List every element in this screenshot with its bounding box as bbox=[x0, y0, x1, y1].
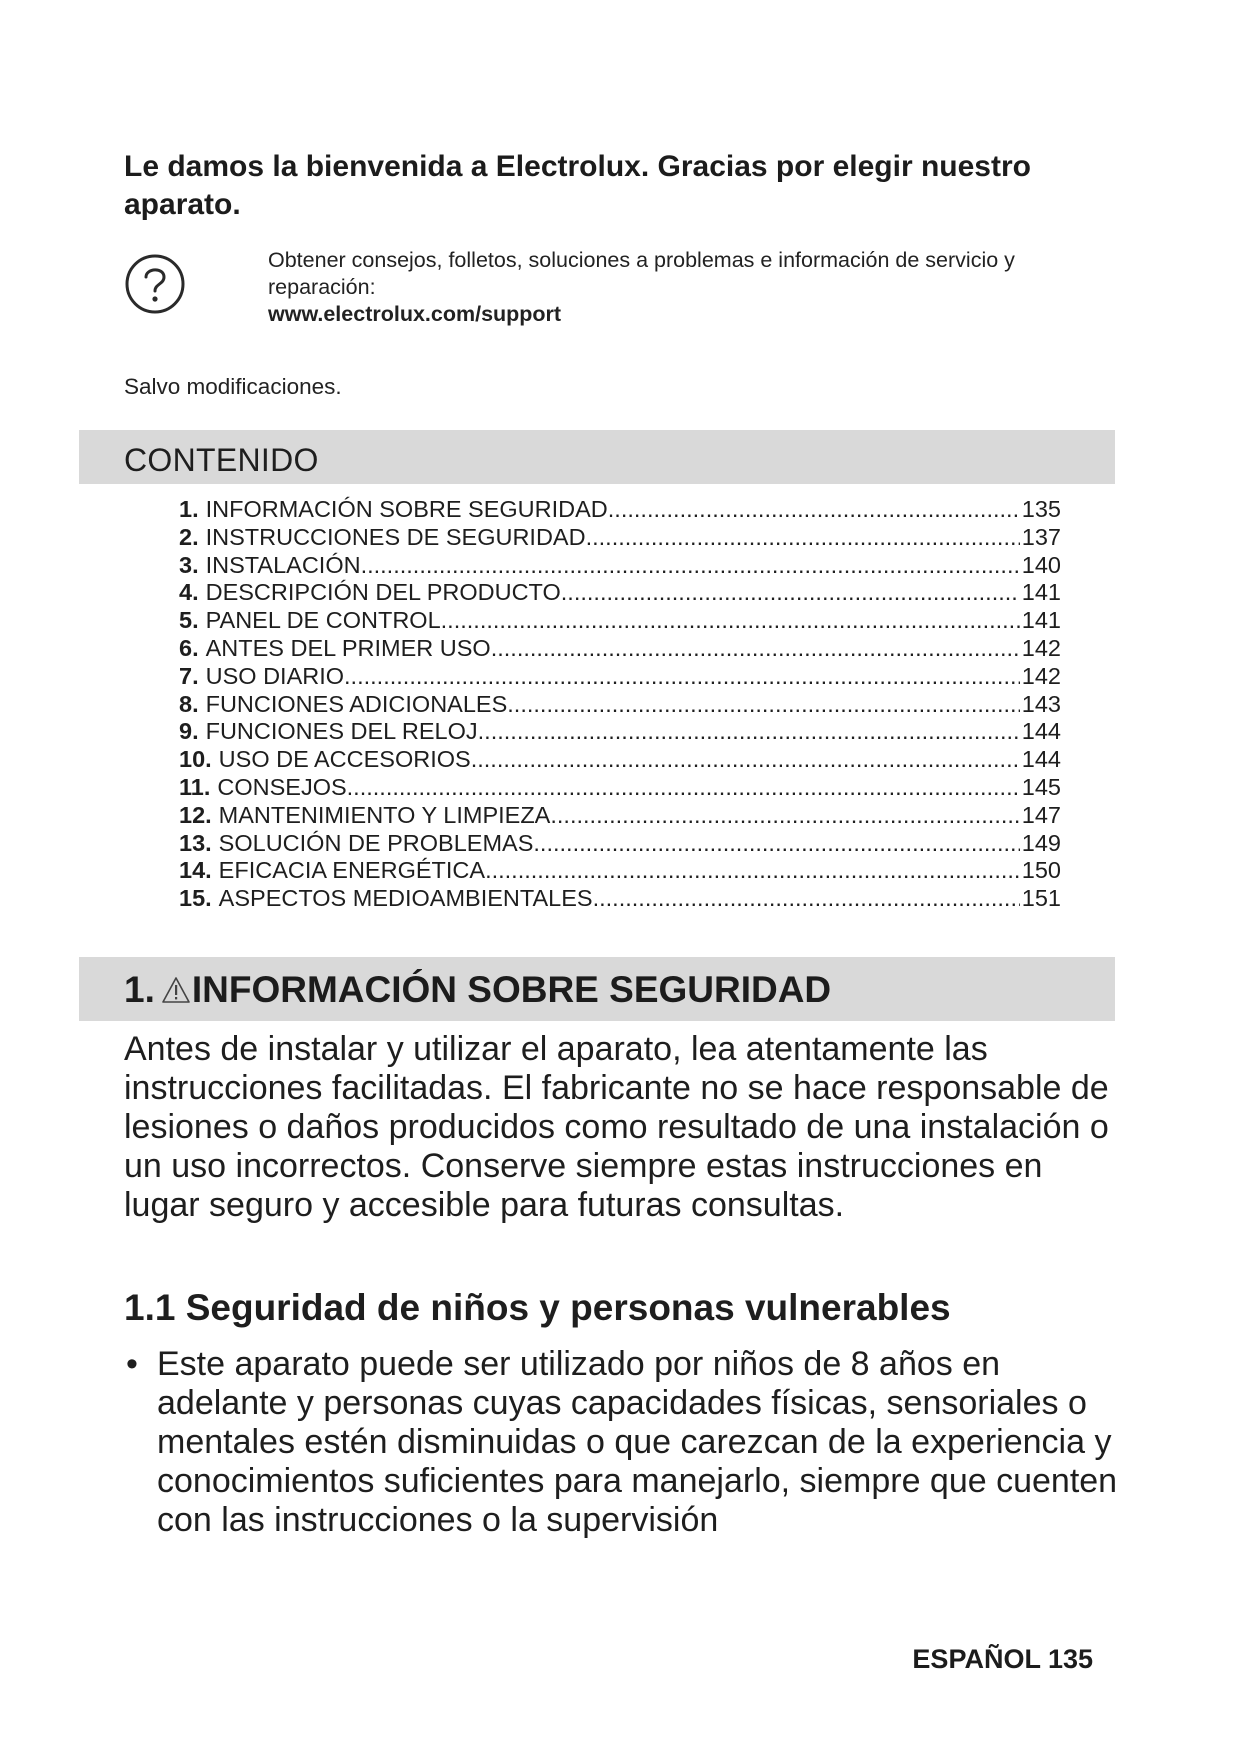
support-info bbox=[268, 247, 1088, 328]
toc-item[interactable]: 6. ANTES DEL PRIMER USO ..... 142 bbox=[179, 635, 1061, 663]
bullet-marker: • bbox=[126, 1345, 138, 1383]
toc-item[interactable]: 9. FUNCIONES DEL RELOJ ..... 144 bbox=[179, 718, 1061, 746]
toc-item[interactable]: 5. PANEL DE CONTROL ..... 141 bbox=[179, 607, 1061, 635]
bullet-text: Este aparato puede ser utilizado por niños de 8 años en adelante y personas cuyas capacidades físicas, sensoriales o mentales estén disminuidas o que carezcan de la experiencia y conocimientos suficientes para manejarlo, siempre que cuenten con las instrucciones o la supervisión bbox=[157, 1345, 1118, 1539]
toc-item[interactable]: 10. USO DE ACCESORIOS ..... 144 bbox=[179, 746, 1061, 774]
welcome-heading: Le damos la bienvenida a Electrolux. Gracias por elegir nuestro aparato. bbox=[124, 150, 1031, 221]
section-title-text: INFORMACIÓN SOBRE SEGURIDAD bbox=[191, 969, 832, 1010]
subsection-title: 1.1 Seguridad de niños y personas vulnerables bbox=[124, 1287, 951, 1328]
toc-item[interactable]: 13. SOLUCIÓN DE PROBLEMAS ..... 149 bbox=[179, 830, 1061, 858]
contents-header bbox=[79, 430, 1115, 484]
page-footer: ESPAÑOL 135 bbox=[912, 1644, 1093, 1674]
support-url-link[interactable]: www.electrolux.com/support bbox=[268, 302, 562, 326]
section-title bbox=[124, 969, 831, 1011]
support-text: Obtener consejos, folletos, soluciones a problemas e información de servicio y reparación: bbox=[268, 248, 1015, 299]
table-of-contents bbox=[179, 496, 1061, 913]
toc-item[interactable]: 8. FUNCIONES ADICIONALES ..... 143 bbox=[179, 691, 1061, 719]
intro-paragraph: Antes de instalar y utilizar el aparato, lea atentamente las instrucciones facilitadas. El fabricante no se hace responsable de lesiones o daños producidos como resultado de una instalación o un uso incorrectos. Conserve siempre estas instrucciones en lugar seguro y accesible para futuras consultas. bbox=[124, 1030, 1109, 1224]
toc-item[interactable]: 4. DESCRIPCIÓN DEL PRODUCTO ..... 141 bbox=[179, 579, 1061, 607]
section-number: 1. bbox=[124, 969, 155, 1010]
toc-item[interactable]: 7. USO DIARIO ..... 142 bbox=[179, 663, 1061, 691]
question-circle-icon bbox=[124, 253, 186, 315]
list-item bbox=[124, 1345, 1124, 1540]
contents-title: CONTENIDO bbox=[124, 442, 319, 478]
toc-item[interactable]: 12. MANTENIMIENTO Y LIMPIEZA ..... 147 bbox=[179, 802, 1061, 830]
toc-item[interactable]: 15. ASPECTOS MEDIOAMBIENTALES ..... 151 bbox=[179, 885, 1061, 913]
toc-item[interactable]: 3. INSTALACIÓN ..... 140 bbox=[179, 552, 1061, 580]
section-header bbox=[79, 957, 1115, 1021]
modification-notice: Salvo modificaciones. bbox=[124, 374, 342, 399]
toc-item[interactable]: 14. EFICACIA ENERGÉTICA ..... 150 bbox=[179, 857, 1061, 885]
toc-item[interactable]: 1. INFORMACIÓN SOBRE SEGURIDAD ..... 135 bbox=[179, 496, 1061, 524]
toc-item[interactable]: 11. CONSEJOS ..... 145 bbox=[179, 774, 1061, 802]
toc-item[interactable]: 2. INSTRUCCIONES DE SEGURIDAD ..... 137 bbox=[179, 524, 1061, 552]
warning-triangle-icon bbox=[161, 976, 191, 1004]
